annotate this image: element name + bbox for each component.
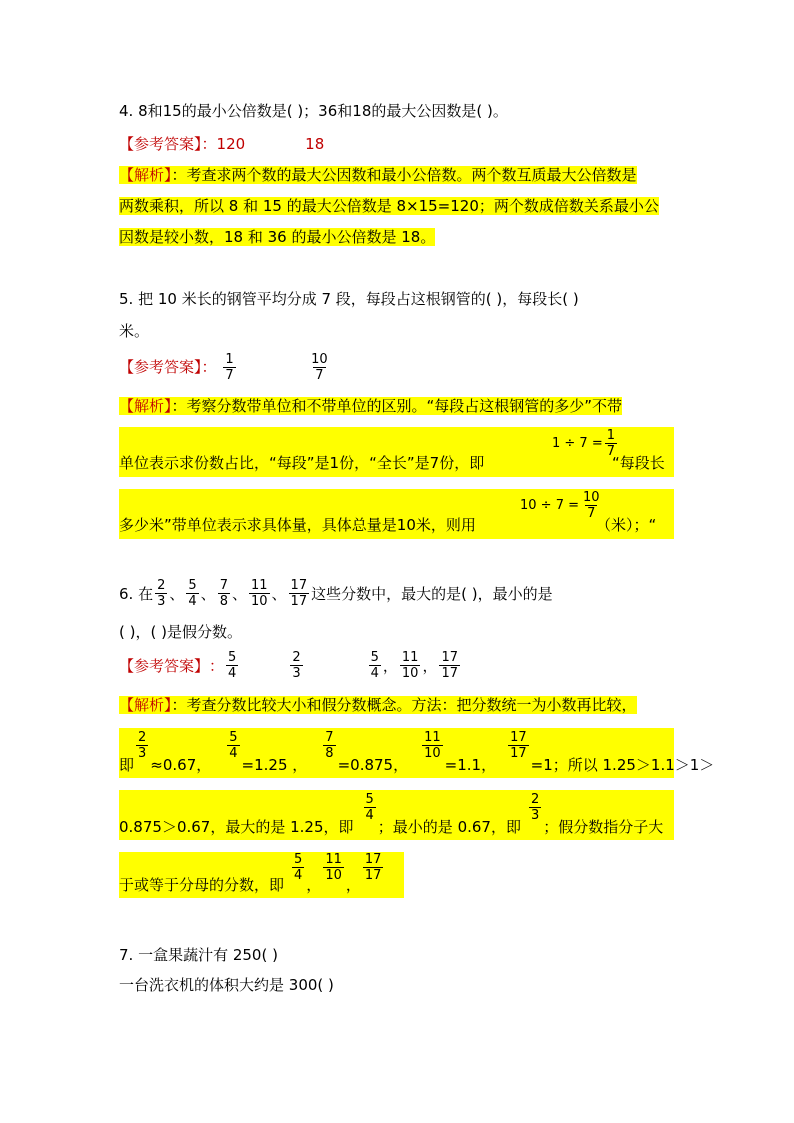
q5-analysis-text-2b: 1	[329, 454, 340, 472]
numerator: 1	[225, 352, 234, 367]
numerator: 2	[292, 650, 301, 665]
q6-answer-min	[290, 650, 302, 681]
numerator: 17	[510, 730, 527, 745]
text: =0.875，	[337, 756, 409, 774]
text: ≈0.67，	[150, 756, 212, 774]
numerator: 5	[228, 650, 237, 665]
q5-analysis-text-3a: 多少米”带单位表示求具体量，具体总量是	[119, 516, 397, 534]
analysis-label: 【解析】	[119, 166, 172, 184]
denominator: 4	[188, 594, 197, 609]
denominator: 10	[401, 666, 419, 681]
q6-prefix: 6. 在	[119, 584, 154, 603]
numerator: 5	[370, 650, 379, 665]
equation-left: 1 ÷ 7 =	[552, 436, 603, 451]
q4-analysis-text-3: 因数是较小数，18 和 36 的最小公倍数是 18。	[119, 228, 436, 246]
numerator: 2	[530, 792, 540, 807]
q5-analysis-text-2a: 单位表示求份数占比，“每段”是	[119, 454, 330, 472]
numerator: 5	[229, 730, 238, 745]
text: =1.1，	[444, 756, 497, 774]
numerator: 17	[364, 852, 382, 867]
q4-analysis-2	[119, 195, 659, 217]
text: =1.25 ，	[241, 756, 308, 774]
q6-question-1	[119, 578, 553, 609]
numerator: 7	[219, 578, 228, 593]
denominator: 17	[510, 746, 527, 761]
answer-label: 【参考答案】	[119, 656, 210, 675]
numerator: 5	[365, 792, 374, 807]
numerator: 11	[250, 578, 268, 593]
denominator: 3	[138, 746, 147, 761]
q5-analysis-text-3d: （米）；“	[596, 516, 657, 534]
q4-answer-1: 120	[216, 135, 246, 153]
answer-label: 【参考答案】	[119, 358, 202, 376]
denominator: 8	[219, 594, 228, 609]
comma: ，	[422, 656, 438, 675]
denominator: 3	[292, 666, 301, 681]
q5-analysis-text-2e: 份，即	[439, 454, 485, 472]
comma: ，	[382, 656, 398, 675]
q6-analysis-4	[119, 852, 385, 896]
denominator: 7	[606, 444, 616, 459]
q5-analysis-text-2f: “每段长	[612, 454, 665, 472]
q4-analysis-text-2: 两数乘积，所以 8 和 15 的最大公倍数是 8×15=120；两个数成倍数关系最小公	[119, 197, 659, 215]
q5-question-2: 米。	[119, 322, 150, 340]
text: 于或等于分母的分数，即	[119, 876, 285, 894]
numerator: 11	[424, 730, 441, 745]
answer-colon: ：	[201, 135, 217, 153]
separator: 、	[200, 584, 216, 603]
numerator: 17	[290, 578, 308, 593]
numerator: 5	[188, 578, 197, 593]
q5-answer-2	[309, 352, 330, 383]
text: ；最小的是 0.67，即	[377, 818, 521, 836]
numerator: 2	[157, 578, 166, 593]
q6-suffix: 这些分数中，最大的是( )，最小的是	[311, 584, 553, 603]
denominator: 3	[157, 594, 166, 609]
numerator: 1	[606, 428, 616, 443]
denominator: 4	[229, 746, 238, 761]
text: ；假分数指分子大	[543, 818, 664, 836]
denominator: 3	[530, 808, 540, 823]
q7-line-2: 一台洗衣机的体积大约是 300( )	[119, 976, 334, 994]
q6-answer-improper-2	[400, 650, 421, 681]
analysis-label: 【解析】	[119, 397, 172, 415]
q4-analysis-text-1: ：考查求两个数的最大公因数和最小公倍数。两个数互质最大公倍数是	[171, 166, 637, 184]
numerator: 2	[138, 730, 147, 745]
denominator: 10	[250, 594, 268, 609]
denominator: 4	[365, 808, 374, 823]
q4-analysis-1	[119, 164, 637, 186]
denominator: 4	[228, 666, 237, 681]
numerator: 11	[401, 650, 419, 665]
q6-analysis-2	[119, 730, 714, 776]
denominator: 4	[370, 666, 379, 681]
numerator: 11	[325, 852, 342, 867]
q7-line-1: 7. 一盒果蔬汁有 250( )	[119, 946, 278, 964]
q6-answer-improper-3	[439, 650, 460, 681]
separator: 、	[169, 584, 185, 603]
separator: 、	[271, 584, 287, 603]
q6-analysis-text-1: ：考查分数比较大小和假分数概念。方法：把分数统一为小数再比较，	[171, 696, 637, 714]
numerator: 10	[311, 352, 328, 367]
analysis-label: 【解析】	[119, 696, 172, 714]
comma: ，	[306, 876, 322, 894]
q5-analysis-text-3b: 10	[396, 516, 416, 534]
q5-analysis-text-2d: 7	[429, 454, 440, 472]
separator: 、	[231, 584, 247, 603]
q5-analysis-text-2c: 份，“全长”是	[339, 454, 430, 472]
text: 即	[119, 756, 135, 774]
q4-analysis-3	[119, 226, 435, 248]
numerator: 5	[294, 852, 303, 867]
q5-analysis-text-3c: 米，则用	[415, 516, 476, 534]
q6-answer-max	[226, 650, 238, 681]
q5-analysis-1	[119, 395, 622, 417]
q4-answer-2: 18	[305, 135, 325, 153]
answer-colon: ：	[201, 358, 217, 376]
text: =1；所以 1.25＞1.1＞1＞	[530, 756, 715, 774]
denominator: 17	[441, 666, 458, 681]
numerator: 7	[325, 730, 334, 745]
q5-analysis-3	[119, 514, 476, 536]
denominator: 17	[364, 868, 382, 883]
q6-question-2: ( )，( )是假分数。	[119, 623, 242, 641]
denominator: 7	[587, 506, 596, 521]
q5-question-1: 5. 把 10 米长的钢管平均分成 7 段，每段占这根钢管的( )，每段长( )	[119, 290, 579, 308]
denominator: 10	[325, 868, 342, 883]
equation-left: 10 ÷ 7 =	[520, 498, 579, 513]
denominator: 17	[290, 594, 308, 609]
q5-equation-1	[552, 428, 619, 459]
q4-question: 4. 8和15的最小公倍数是( )；36和18的最大公因数是( )。	[119, 102, 508, 120]
denominator: 7	[225, 368, 234, 383]
answer-colon: ：	[209, 656, 225, 675]
q5-answer-1	[223, 352, 235, 383]
denominator: 4	[294, 868, 303, 883]
text: 0.875＞0.67，最大的是 1.25，即	[119, 818, 354, 836]
q5-equation-2	[520, 490, 604, 521]
comma: ，	[345, 876, 361, 894]
denominator: 10	[424, 746, 441, 761]
q6-analysis-3	[119, 792, 663, 838]
q5-analysis-text-1: ：考察分数带单位和不带单位的区别。“每段占这根钢管的多少”不带	[171, 397, 623, 415]
numerator: 10	[583, 490, 600, 505]
q4-answer-row	[119, 133, 324, 155]
q6-answer-improper-1	[369, 650, 381, 681]
denominator: 7	[315, 368, 324, 383]
answer-label: 【参考答案】	[119, 135, 202, 153]
q6-analysis-1	[119, 694, 637, 716]
denominator: 8	[325, 746, 334, 761]
q5-answer-row	[119, 352, 332, 383]
numerator: 17	[441, 650, 458, 665]
q6-answer-row	[119, 650, 462, 681]
q5-analysis-2	[119, 452, 484, 474]
